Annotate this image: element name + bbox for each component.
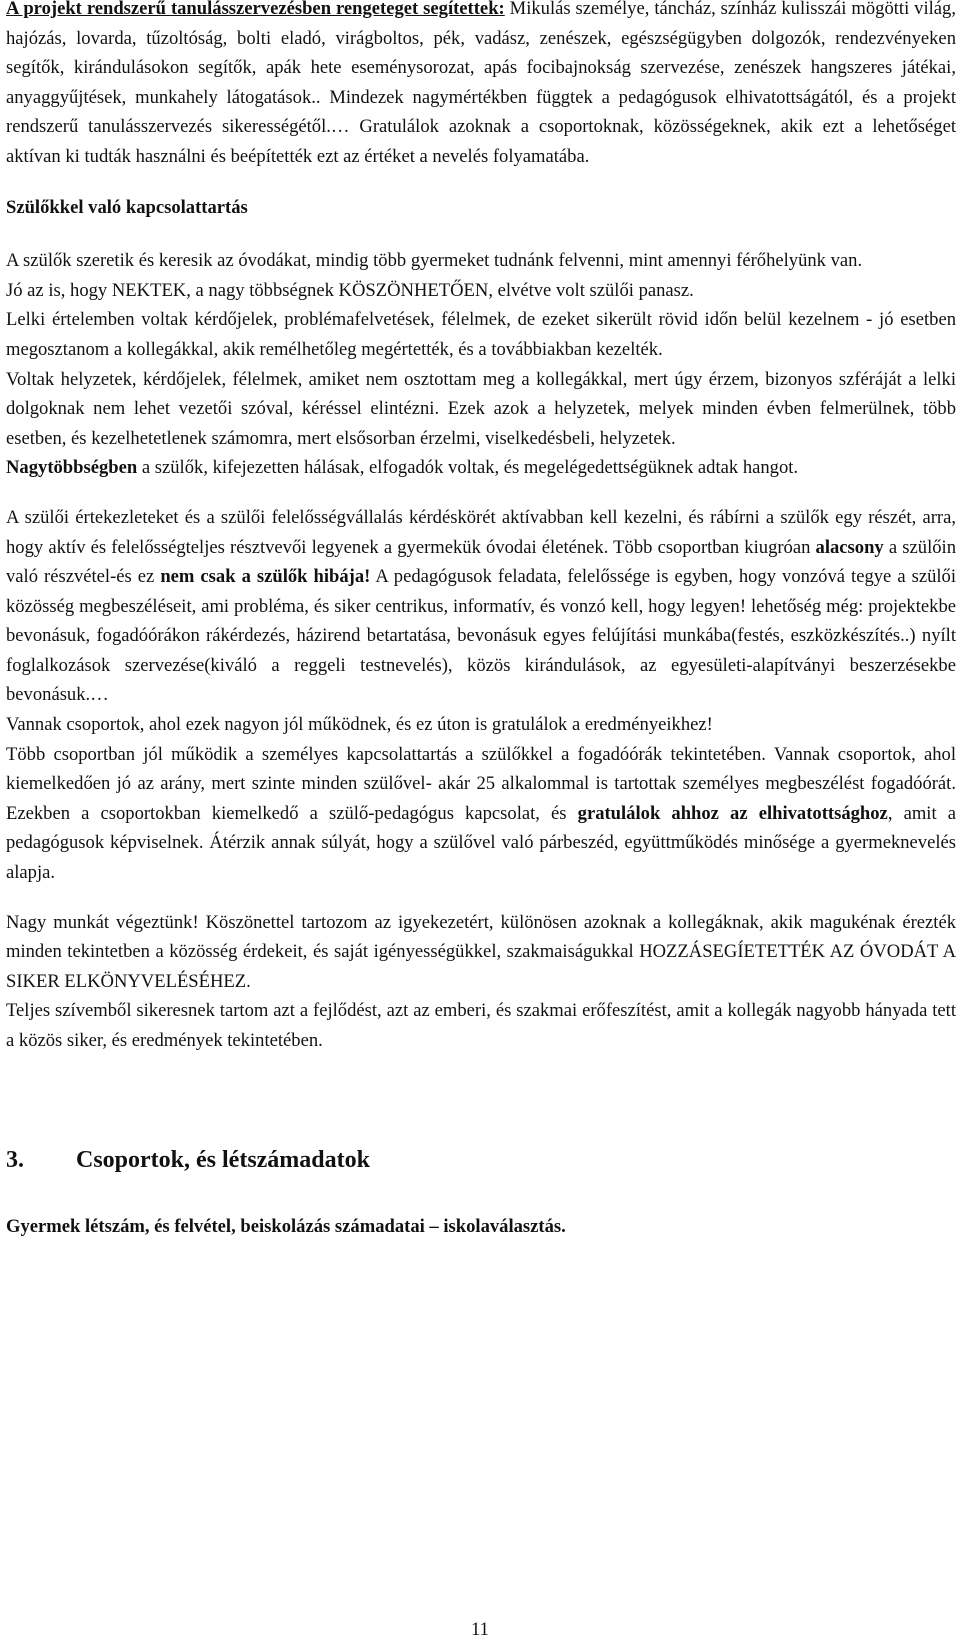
- page-number: 11: [471, 1619, 489, 1640]
- parent-paragraph-3: Lelki értelemben voltak kérdőjelek, problémafelvetések, félelmek, de ezeket sikerült rövid időn belül kezelnem - jó esetben megosztanom a kollegákkal, akik remélhetőleg megértették, és a továbbiakban kezelték.: [6, 309, 956, 360]
- intro-lead: A projekt rendszerű tanulásszervezésben rengeteget segítettek:: [6, 0, 505, 19]
- engagement-text-1: A szülői értekezleteket és a szülői felelősségvállalás kérdéskörét aktívabban kell kezelni, és rábírni a szülők egy részét, arra, hogy aktív és felelősségteljes résztvevői legyenek a gyermekük óvodai életének. Több csoportban kiugróan: [6, 506, 956, 558]
- intro-paragraph: [6, 0, 956, 172]
- section-3-title: Csoportok, és létszámadatok: [76, 1146, 370, 1173]
- parent-contact-heading: Szülőkkel való kapcsolattartás: [6, 196, 248, 218]
- engagement-p3-text-2: , amit a pedagógusok képviselnek. Átérzik annak súlyát, hogy a szülővel való párbeszéd, együttműködés minősége a gyermeknevelés alapja.: [6, 802, 956, 884]
- parent-paragraph-2: Jó az is, hogy NEKTEK, a nagy többségnek KÖSZÖNHETŐEN, elvétve volt szülői panasz.: [6, 279, 694, 301]
- parent-paragraph-5-bold: Nagytöbbségben: [6, 457, 138, 479]
- section-3-heading: [6, 1138, 956, 1182]
- parent-paragraph-5-rest: a szülők, kifejezetten hálásak, elfogadók voltak, és megelégedettségüknek adtak hangot.: [137, 457, 799, 479]
- engagement-bold-1: alacsony: [815, 536, 884, 558]
- parent-paragraph-5: [6, 453, 956, 483]
- engagement-paragraph-1: [6, 503, 956, 710]
- intro-text: Mikulás személye, táncház, színház kulisszái mögötti világ, hajózás, lovarda, tűzoltóság, bolti eladó, virágboltos, pék, vadász, zenészek, egészségügyben dolgozók, rendezvényeken segítők, kirándulásokon segítők, apák hete eseménysorozat, apás focibajnokság szervezése, zenészek hangszeres játékai, anyaggyűjtések, munkahely látogatások.. Mindezek nagymértékben függtek a pedagógusok elhivatottságától, és a projekt rendszerű tanulásszervezés sikerességétől.… Gratulálok azoknak a csoportoknak, közösségeknek, akik ezt a lehetőséget aktívan ki tudták használni és beépítették ezt az értéket a nevelés folyamatába.: [6, 0, 957, 167]
- section-3-number: 3.: [6, 1146, 24, 1173]
- engagement-p3-text-1: Több csoportban jól működik a személyes kapcsolattartás a szülőkkel a fogadóórák tekintetében. Vannak csoportok, ahol kiemelkedően jó az arány, mert szinte minden szülővel- akár 25 alkalommal is tartottak személyes megbeszélést fogadóórát. Ezekben a csoportokban kiemelkedő a szülő-pedagógus kapcsolat, és: [6, 743, 956, 824]
- section-3-subheading: Gyermek létszám, és felvétel, beiskolázás számadatai – iskolaválasztás.: [6, 1215, 566, 1237]
- parent-paragraph-1: A szülők szeretik és keresik az óvodákat, mindig több gyermeket tudnánk felvenni, mint amennyi férőhelyünk van.: [6, 250, 863, 272]
- engagement-paragraph-3: [6, 740, 956, 888]
- parent-paragraph-4: Voltak helyzetek, kérdőjelek, félelmek, amiket nem osztottam meg a kollegákkal, mert úgy érzem, bizonyos szféráját a lelki dolgoknak nem lehet vezetői szóval, kéréssel elintézni. Ezek azok a helyzetek, melyek minden évben felmerülnek, több esetben, és kezelhetetlenek számomra, mert elsősorban érzelmi, viselkedésbeli, helyzetek.: [6, 368, 956, 449]
- engagement-text-2: a szülőin való részvétel-és ez: [6, 536, 956, 588]
- closing-paragraph-1: Nagy munkát végeztünk! Köszönettel tartozom az igyekezetért, különösen azoknak a kollegáknak, akik magukénak érezték minden tekintetben a közösség érdekeit, és saját igényességükkel, szakmaiságukkal HOZZÁSEGÍETETTÉK AZ ÓVODÁT A SIKER ELKÖNYVELÉSÉHEZ.: [6, 911, 956, 992]
- engagement-bold-2: nem csak a szülők hibája!: [160, 566, 371, 588]
- engagement-p3-bold: gratulálok ahhoz az elhivatottsághoz: [577, 802, 888, 824]
- closing-paragraph-2: Teljes szívemből sikeresnek tartom azt a fejlődést, azt az emberi, és szakmai erőfeszítést, amit a kollegák nagyobb hányada tett a közös siker, és eredmények tekintetében.: [6, 1000, 956, 1051]
- page-content: [6, 0, 956, 1241]
- engagement-paragraph-2: Vannak csoportok, ahol ezek nagyon jól működnek, és ez úton is gratulálok a eredményeikhez!: [6, 714, 713, 736]
- engagement-text-3: A pedagógusok feladata, felelőssége is egyben, hogy vonzóvá tegye a szülői közösség megbeszéléseit, ami probléma, és siker centrikus, informatív, és vonzó kell, hogy legyen! lehetőség még: projektekbe bevonásuk, fogadóórákon rákérdezés, házirend betartatása, bevonásuk egyes felújítási munkába(festés, eszközkészítés..) nyílt foglalkozások szervezése(kiváló a reggeli testnevelés), közös kirándulások, az egyesületi-alapítványi beszerzésekbe bevonásuk.…: [6, 566, 957, 706]
